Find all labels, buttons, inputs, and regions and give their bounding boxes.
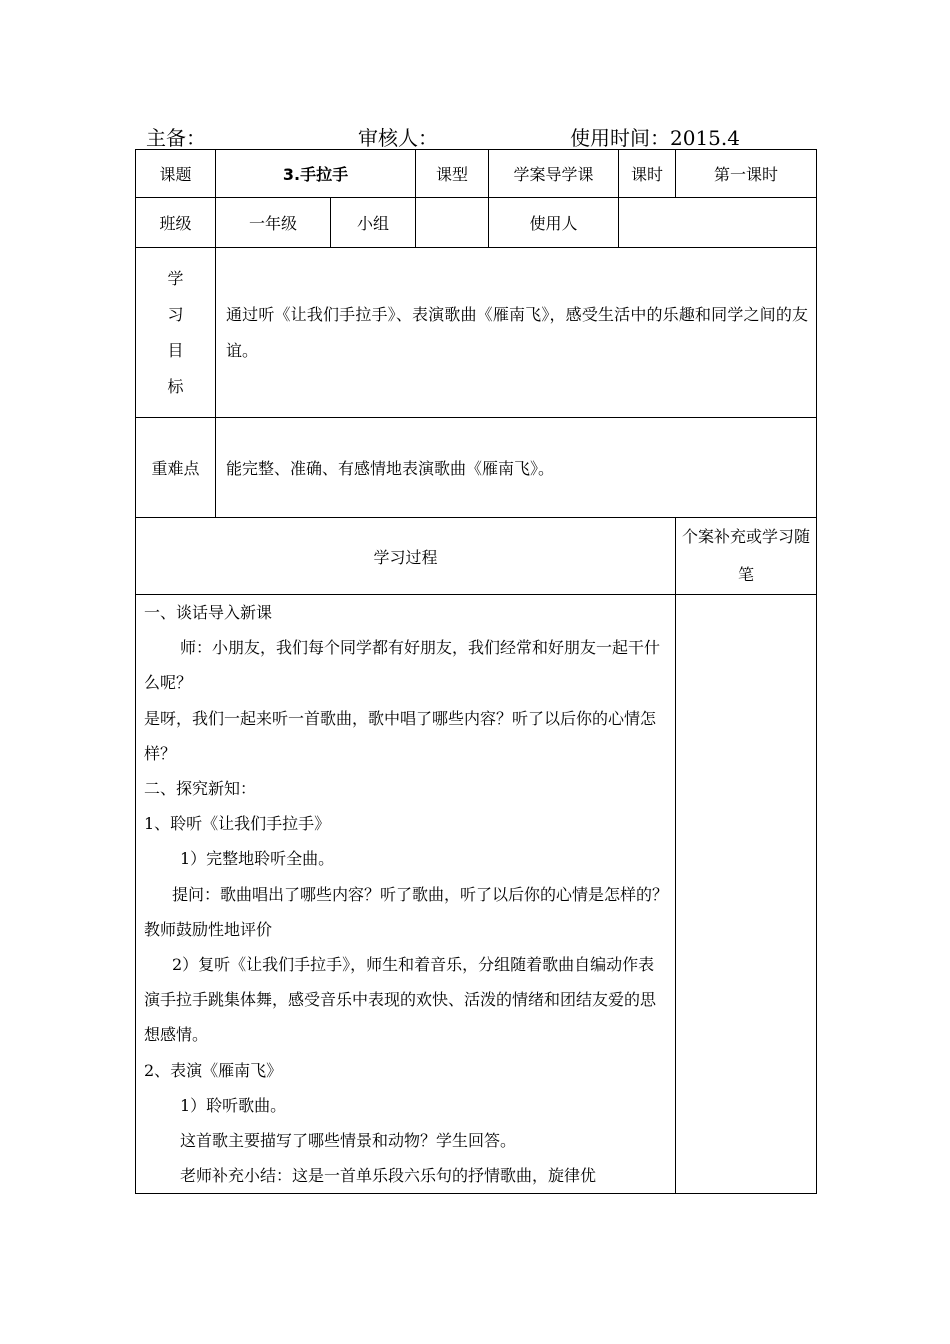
group-label: 小组: [331, 198, 416, 248]
process-line: 2、表演《雁南飞》: [144, 1060, 283, 1080]
author-label: 主备：: [146, 126, 206, 150]
goals-label-char: 标: [167, 376, 184, 396]
usage-date: 使用时间：2015.4: [570, 126, 740, 150]
class-value: 一年级: [216, 198, 331, 248]
difficulty-row: [136, 418, 817, 518]
process-line: 老师补充小结：这是一首单乐段六乐句的抒情歌曲，旋律优: [180, 1166, 597, 1186]
process-line: 2）复听《让我们手拉手》，师生和着音乐，分组随着歌曲自编动作表演手拉手跳集体舞，感受音乐中表现的欢快、活泼的情绪和团结友爱的思想感情。: [144, 955, 657, 1045]
lesson-plan-table: [135, 149, 817, 1194]
notes-label: 个案补充或学习随笔: [676, 518, 817, 595]
process-content: [136, 595, 676, 1194]
notes-area: [676, 595, 817, 1194]
process-body-row: [136, 595, 817, 1194]
goals-label-char: 学: [167, 268, 184, 288]
topic-label: 课题: [136, 150, 216, 198]
type-label: 课型: [416, 150, 489, 198]
period-label: 课时: [619, 150, 676, 198]
difficulty-label: 重难点: [136, 418, 216, 518]
process-line: 这首歌主要描写了哪些情景和动物？学生回答。: [180, 1131, 517, 1151]
process-line: 是呀，我们一起来听一首歌曲，歌中唱了哪些内容？听了以后你的心情怎样？: [144, 708, 657, 763]
user-value: [619, 198, 817, 248]
process-label: 学习过程: [136, 518, 676, 595]
group-value: [416, 198, 489, 248]
goals-label-char: 习: [167, 304, 184, 324]
goals-row: [136, 248, 817, 418]
process-line: 1）聆听歌曲。: [180, 1095, 287, 1115]
difficulty-text: 能完整、准确、有感情地表演歌曲《雁南飞》。: [216, 418, 817, 518]
reviewer-label: 审核人：: [358, 126, 438, 150]
process-line: 二、探究新知：: [144, 779, 257, 799]
process-line: 师：小朋友，我们每个同学都有好朋友，我们经常和好朋友一起干什么呢？: [144, 638, 661, 693]
type-value: 学案导学课: [489, 150, 619, 198]
goals-label-char: 目: [167, 340, 184, 360]
process-header-row: [136, 518, 817, 595]
page-header: [146, 122, 826, 150]
topic-row: [136, 150, 817, 198]
goals-label: [136, 248, 216, 418]
process-line: 提问：歌曲唱出了哪些内容？听了歌曲，听了以后你的心情是怎样的？教师鼓励性地评价: [144, 884, 669, 939]
class-label: 班级: [136, 198, 216, 248]
process-line: 1、聆听《让我们手拉手》: [144, 814, 331, 834]
user-label: 使用人: [489, 198, 619, 248]
class-row: [136, 198, 817, 248]
process-line: 1）完整地聆听全曲。: [180, 849, 335, 869]
topic-value: 3.手拉手: [216, 150, 416, 198]
process-line: 一、谈话导入新课: [144, 603, 273, 622]
goals-text: 通过听《让我们手拉手》、表演歌曲《雁南飞》，感受生活中的乐趣和同学之间的友谊。: [216, 248, 817, 418]
period-value: 第一课时: [676, 150, 817, 198]
